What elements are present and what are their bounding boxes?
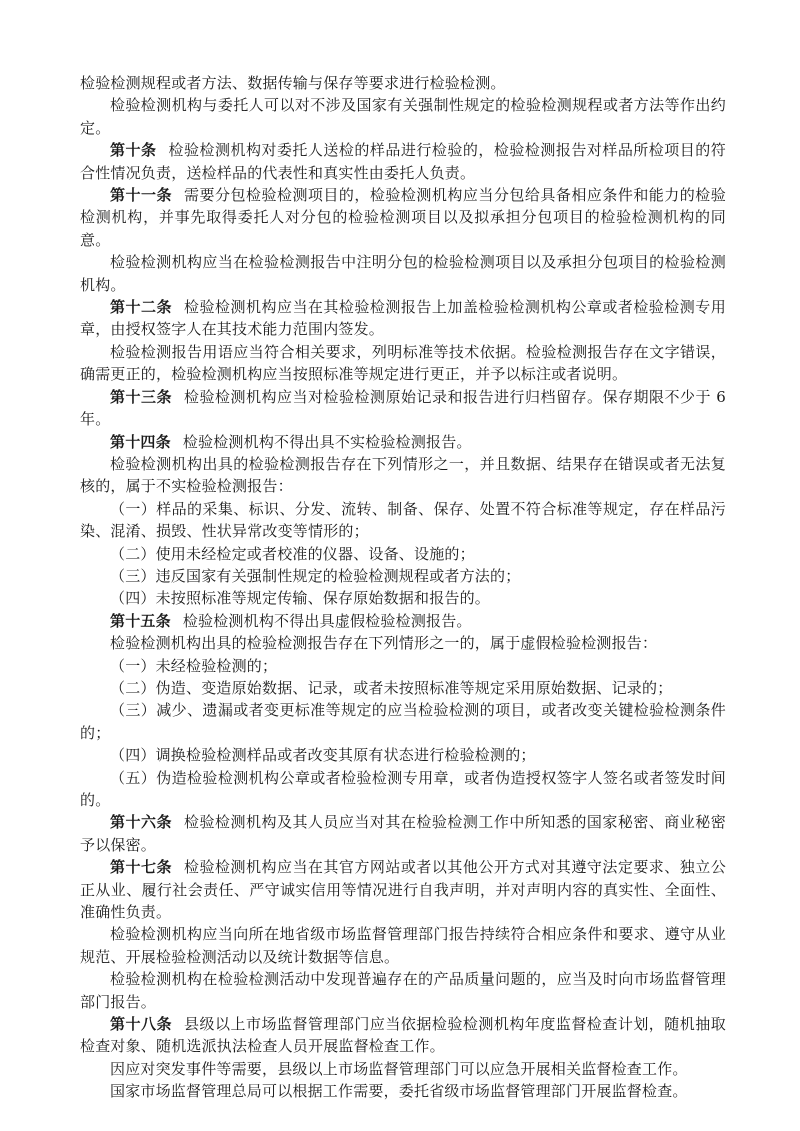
- body-paragraph: [80, 251, 726, 296]
- paragraph-text: 检验检测机构应当向所在地省级市场监督管理部门报告持续符合相应条件和要求、遵守从业规范、开展检验检测活动以及统计数据等信息。: [80, 925, 726, 966]
- paragraph-text: 检验检测规程或者方法、数据传输与保存等要求进行检验检测。: [80, 74, 506, 92]
- paragraph-text: （二）使用未经检定或者校准的仪器、设备、设施的；: [110, 544, 475, 563]
- article-label: 第十四条: [110, 432, 171, 451]
- article-label: 第十八条: [110, 1015, 172, 1034]
- article-paragraph: [80, 139, 726, 184]
- paragraph-text: 检验检测机构不得出具不实检验检测报告。: [182, 432, 472, 451]
- paragraph-text: 检验检测机构应当对检验检测原始记录和报告进行归档留存。保存期限不少于 6 年。: [80, 387, 726, 429]
- body-paragraph: [80, 587, 726, 609]
- paragraph-text: 县级以上市场监督管理部门应当依据检验检测机构年度监督检查计划，随机抽取检查对象、随机选派执法检查人员开展监督检查工作。: [80, 1015, 726, 1056]
- article-label: 第十三条: [110, 387, 172, 406]
- body-paragraph: [80, 655, 726, 677]
- article-paragraph: [80, 610, 726, 632]
- body-paragraph: [80, 767, 726, 812]
- paragraph-text: （四）未按照标准等规定传输、保存原始数据和报告的。: [110, 589, 491, 608]
- article-label: 第十六条: [110, 813, 172, 832]
- paragraph-text: 检验检测机构不得出具虚假检验检测报告。: [182, 611, 472, 630]
- body-paragraph: [80, 498, 726, 543]
- body-paragraph: [80, 1080, 726, 1102]
- paragraph-text: （三）违反国家有关强制性规定的检验检测规程或者方法的；: [110, 566, 521, 585]
- article-paragraph: [80, 296, 726, 341]
- paragraph-text: 检验检测机构应当在检验检测报告中注明分包的检验检测项目以及承担分包项目的检验检测机构。: [80, 253, 726, 294]
- paragraph-text: 需要分包检验检测项目的，检验检测机构应当分包给具备相应条件和能力的检验检测机构，并事先取得委托人对分包的检验检测项目以及拟承担分包项目的检验检测机构的同意。: [80, 186, 726, 249]
- article-paragraph: [80, 1013, 726, 1058]
- article-label: 第十二条: [110, 298, 172, 317]
- body-paragraph: [80, 453, 726, 498]
- paragraph-text: 检验检测机构与委托人可以对不涉及国家有关强制性规定的检验检测规程或者方法等作出约定。: [80, 96, 726, 137]
- paragraph-text: （二）伪造、变造原始数据、记录，或者未按照标准等规定采用原始数据、记录的；: [110, 678, 673, 697]
- paragraph-text: （一）未经检验检测的；: [110, 656, 278, 675]
- article-paragraph: [80, 184, 726, 251]
- article-label: 第十一条: [110, 186, 172, 205]
- paragraph-text: （五）伪造检验检测机构公章或者检验检测专用章，或者伪造授权签字人签名或者签发时间的。: [80, 768, 726, 809]
- paragraph-text: 检验检测机构应当在其官方网站或者以其他公开方式对其遵守法定要求、独立公正从业、履行社会责任、严守诚实信用等情况进行自我声明，并对声明内容的真实性、全面性、准确性负责。: [80, 858, 726, 922]
- paragraph-text: （一）样品的采集、标识、分发、流转、制备、保存、处置不符合标准等规定，存在样品污染、混淆、损毁、性状异常改变等情形的；: [80, 499, 726, 541]
- article-label: 第十五条: [110, 611, 171, 630]
- paragraph-text: 检验检测机构对委托人送检的样品进行检验的，检验检测报告对样品所检项目的符合性情况负责，送检样品的代表性和真实性由委托人负责。: [80, 141, 726, 182]
- paragraph-text: 检验检测报告用语应当符合相关要求，列明标准等技术依据。检验检测报告存在文字错误，确需更正的，检验检测机构应当按照标准等规定进行更正，并予以标注或者说明。: [80, 342, 726, 384]
- body-paragraph: [80, 677, 726, 699]
- body-paragraph: [80, 543, 726, 565]
- paragraph-text: 检验检测机构应当在其检验检测报告上加盖检验检测机构公章或者检验检测专用章，由授权签字人在其技术能力范围内签发。: [80, 298, 726, 339]
- article-label: 第十七条: [110, 858, 172, 877]
- paragraph-text: 检验检测机构出具的检验检测报告存在下列情形之一的，属于虚假检验检测报告：: [110, 634, 658, 653]
- body-paragraph: [80, 968, 726, 1013]
- body-paragraph: [80, 632, 726, 654]
- body-paragraph: [80, 94, 726, 139]
- article-paragraph: [80, 431, 726, 453]
- article-paragraph: [80, 856, 726, 923]
- article-paragraph: [80, 386, 726, 431]
- document-body: [80, 72, 726, 1103]
- body-paragraph: [80, 699, 726, 744]
- paragraph-text: （三）减少、遗漏或者变更标准等规定的应当检验检测的项目，或者改变关键检验检测条件的；: [80, 701, 726, 742]
- body-paragraph: [80, 72, 726, 94]
- article-paragraph: [80, 811, 726, 856]
- paragraph-text: （四）调换检验检测样品或者改变其原有状态进行检验检测的；: [110, 746, 536, 765]
- article-label: 第十条: [110, 141, 157, 160]
- paragraph-text: 检验检测机构出具的检验检测报告存在下列情形之一，并且数据、结果存在错误或者无法复核的，属于不实检验检测报告：: [80, 454, 726, 496]
- body-paragraph: [80, 744, 726, 766]
- paragraph-text: 因应对突发事件等需要，县级以上市场监督管理部门可以应急开展相关监督检查工作。: [110, 1059, 688, 1078]
- body-paragraph: [80, 341, 726, 386]
- body-paragraph: [80, 1058, 726, 1080]
- body-paragraph: [80, 923, 726, 968]
- body-paragraph: [80, 565, 726, 587]
- paragraph-text: 检验检测机构及其人员应当对其在检验检测工作中所知悉的国家秘密、商业秘密予以保密。: [80, 813, 726, 854]
- paragraph-text: 检验检测机构在检验检测活动中发现普遍存在的产品质量问题的，应当及时向市场监督管理部门报告。: [80, 970, 726, 1011]
- paragraph-text: 国家市场监督管理总局可以根据工作需要，委托省级市场监督管理部门开展监督检查。: [110, 1082, 688, 1101]
